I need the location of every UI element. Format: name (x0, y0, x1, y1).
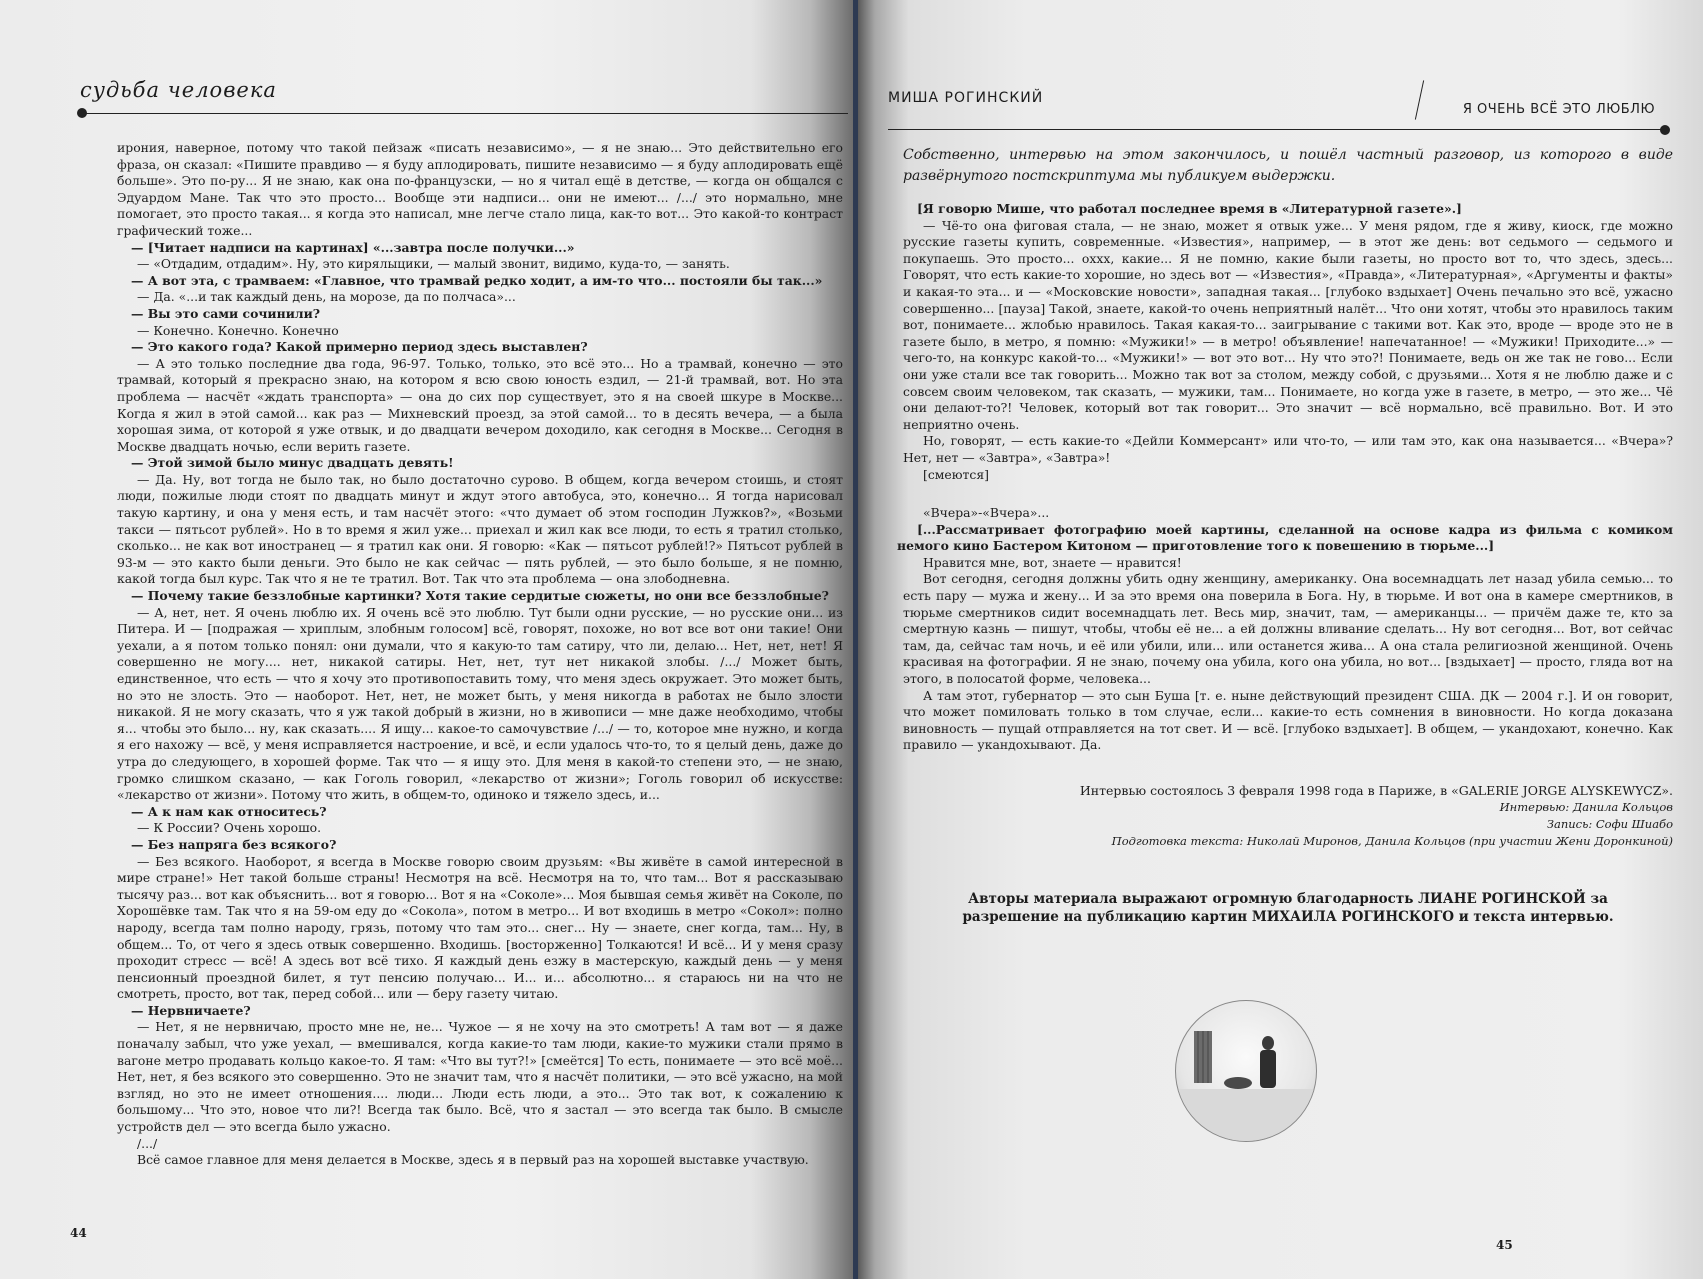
answer-paragraph: Но, говорят, — есть какие-то «Дейли Коммерсант» или что-то, — или там это, как она называется... «Вчера»? Нет, нет — «Завтра», «Завтра»! (903, 433, 1673, 465)
question-paragraph: [Я говорю Мише, что работал последнее время в «Литературной газете».] (917, 201, 1462, 216)
page-number-right: 45 (1496, 1238, 1513, 1252)
header-dot (1660, 125, 1670, 135)
question-paragraph: — [Читает надписи на картинах] «...завтра после получки...» (131, 239, 575, 255)
question-paragraph: — А вот эта, с трамваем: «Главное, что трамвай редко ходит, а им-то что... постояли бы так...» (131, 272, 823, 288)
question-paragraph: — Это какого года? Какой примерно период здесь выставлен? (131, 339, 588, 355)
credits (903, 782, 1673, 850)
page-number-left: 44 (70, 1226, 87, 1240)
question-paragraph: — Вы это сами сочинили? (131, 305, 321, 321)
section-header: судьба человека (80, 78, 277, 102)
right-article-text (897, 145, 1673, 926)
postscript-text (897, 201, 1673, 754)
answer-paragraph: А там этот, губернатор — это сын Буша [т. е. ныне действующий президент США. ДК — 2004 г.]. И он говорит, что может помиловать только в том случае, если... какие-то есть сомнения в виновности. Но когда доказана виновность — пущай отправляется на тот свет. И — всё. [глубоко вздыхает]. В общем, — укандохают, конечно. Как правило — укандохывают. Да. (903, 687, 1673, 753)
answer-paragraph: — А это только последние два года, 96-97. Только, только, это всё это... Но а трамвай, конечно — это трамвай, который я прекрасно знаю, на котором я всю свою юность ездил, — 21-й трамвай, вот. Но эта проблема — насчёт «ждать транспорта» — она до сих пор существует, это я на своей шкуре в Москве... Когда я жил в этой самой... как раз — Михневский проезд, за этой самой... то в десять вечера, — а была хорошая зима, от которой я уже отвык, и до двадцати вечером доходило, как сегодня в Москве... Сегодня в Москве двадцать ночью, если верить газете. (117, 355, 843, 454)
answer-paragraph: «Вчера»-«Вчера»... (923, 505, 1050, 521)
answer-paragraph: — Без всякого. Наоборот, я всегда в Москве говорю своим друзьям: «Вы живёте в самой интересной в мире стране!» Нет такой больше страны! Несмотря на всё. Несмотря на то, что там... Вот я рассказываю тысячу раз... вот как объяснить... вот я говорю... Вот я на «Соколе»... Моя бывшая семья живёт на Соколе, по Хорошёвке там. Так что я на 59-ом еду до «Сокола», потом в метро... И вот входишь в метро «Сокол»: полно народу, всегда там полно народу, грязь, потому что там это... снег... Ну — знаете, снег когда, там... Ну, в общем... То, от чего я здесь отвык совершенно. Входишь. [восторженно] Толкаются! И всё... И у меня сразу проходит стресс — всё! А здесь вот всё тихо. Я каждый день езжу в мастерскую, каждый день — у меня пенсионный проездной билет, я тут пенсию получаю... И... и... абсолютно... я стараюсь ни на что не смотреть, просто, вот так, перед собой... или — беру газету читаю. (117, 853, 843, 1002)
question-paragraph: — Этой зимой было минус двадцать девять! (131, 455, 454, 471)
credits-interview: Интервью: Данила Кольцов (1499, 800, 1673, 814)
painting-photo (1175, 1000, 1317, 1142)
answer-paragraph: — Конечно. Конечно. Конечно (137, 322, 339, 338)
credits-line: Интервью состоялось 3 февраля 1998 года в Париже, в «GALERIE JORGE ALYSKEWYCZ». (1079, 783, 1673, 798)
answer-paragraph: — «Отдадим, отдадим». Ну, это кирялыцики, — малый звонит, видимо, куда-то, — занять. (137, 256, 730, 272)
header-slash (1415, 80, 1424, 119)
header-rule (80, 113, 848, 114)
answer-paragraph: — А, нет, нет. Я очень люблю их. Я очень всё это люблю. Тут были одни русские, — но русские они... из Питера. И — [подражая — хриплым, злобным голосом] всё, говорят, похоже, но вот все вот они такие! Они уехали, а я потом только понял: они думали, что я какую-то там сатиру, что ли, делаю... Нет, нет, нет! Я совершенно не могу.... нет, никакой сатиры. Нет, нет, тут нет никакой злобы. /.../ Может быть, единственное, что есть — что я хочу это противопоставить тому, что меня здесь окружает. Это может быть, но это не злость. Это — наоборот. Нет, нет, не может быть, у меня никогда в работах не было злости никакой. Я не могу сказать, что я уж такой добрый в жизни, но в живописи — мне даже необходимо, чтобы я... чтобы это было... ну, как сказать.... Я ищу... какое-то самочувствие /.../ — то, которое мне нужно, и когда я его нахожу — всё, у меня исправляется настроение, и всё, и если удалось что-то, то я целый день, даже до утра до следующего, в хорошей форме. Так что — я ищу это. Для меня в какой-то степени это, — не знаю, громко слишком сказано, — как Гоголь говорил, «лекарство от жизни»; Гоголь говорил об искусстве: «лекарство от жизни». Потому что жить, в общем-то, одиноко и тяжело здесь, и... (117, 604, 843, 803)
answer-paragraph: ирония, наверное, потому что такой пейзаж «писать независимо», — я не знаю... Это действительно его фраза, он сказал: «Пишите правдиво — я буду аплодировать, пишите независимо — я буду аплодировать ещё больше». Это по-ру... Я не знаю, как она по-французски, — но я читал ещё в детстве, — когда он общался с Эдуардом Мане. Так что это просто... Вообще эти надписи... они не имеют... /.../ это нормально, мне помогает, это просто такая... я когда это написал, мне легче стало лица, как-то вот... Это какой-то контраст графический тоже... (117, 140, 843, 238)
question-paragraph: — А к нам как относитесь? (131, 803, 327, 819)
answer-paragraph: /.../ (137, 1135, 158, 1151)
question-paragraph: [...Рассматривает фотографию моей картины, сделанной на основе кадра из фильма с комиком немого кино Бастером Китоном — приготовление того к повешению в тюрьме...] (897, 521, 1673, 554)
answer-paragraph: Всё самое главное для меня делается в Москве, здесь я в первый раз на хорошей выставке участвую. (137, 1152, 809, 1168)
answer-paragraph: — Да. «...и так каждый день, на морозе, да по полчаса»... (137, 289, 516, 305)
left-article-text (117, 140, 843, 1169)
question-paragraph: — Нервничаете? (131, 1002, 251, 1018)
right-page (858, 0, 1703, 1279)
acknowledgement: Авторы материала выражают огромную благодарность ЛИАНЕ РОГИНСКОЙ за разрешение на публикацию картин МИХАИЛА РОГИНСКОГО и текста интервью. (962, 891, 1614, 925)
article-author: МИША РОГИНСКИЙ (888, 90, 1044, 106)
answer-paragraph: — К России? Очень хорошо. (137, 820, 322, 836)
answer-paragraph: — Да. Ну, вот тогда не было так, но было достаточно сурово. В общем, когда вечером стоишь, и стоят люди, пожилые люди стоят по двадцать минут и ждут этого автобуса, это, конечно... Я тогда нарисовал такую картину, и она у меня есть, и там насчёт этого: «что думает об этом господин Лужков?», «Возьми такси — пятьсот рублей». Но в то время я жил уже... приехал и жил как все люди, то есть я тратил столько, сколько... не как вот иностранец — я тратил как они. Я говорю: «Как — пятьсот рублей!?» Пятьсот рублей в 93-м — это както были деньги. Это было не как сейчас — пять рублей, — это было больше, я не помню, какой тогда был курс. Так что я не те тратил. Вот. Так что эта проблема — она злободневна. (117, 471, 843, 587)
credits-preparation: Подготовка текста: Николай Миронов, Данила Кольцов (при участии Жени Доронкиной) (1111, 834, 1673, 848)
question-paragraph: — Без напряга без всякого? (131, 836, 337, 852)
credits-recording: Запись: Софи Шиабо (1546, 817, 1673, 831)
answer-paragraph: — Чё-то она фиговая стала, — не знаю, может я отвык уже... У меня рядом, где я живу, киоск, где можно русские газеты купить, современные. «Известия», например, — в этот же день: вот седьмого — седьмого и покупаешь. Это просто... оххх, какие... Я не помню, какие были газеты, но просто вот то, что здесь, здесь... Говорят, что есть какие-то хорошие, но здесь вот — «Известия», «Правда», «Литературная», «Аргументы и факты» и какая-то эта... и — «Московские новости», западная такая... [глубоко вздыхает] Очень печально это всё, ужасно совершенно... [пауза] Такой, знаете, какой-то очень неприятный налёт... Что они хотят, чтобы это нравилось таким вот, понимаете... жлобью нравилось. Такая какая-то... заигрывание с такими вот. Как это, вроде — вроде это не в газете было, в метро, я помню: «Мужики!» — в метро! объявление! напечатанное! — «Мужики! Приходите...» — чего-то, на конкурс какой-то... «Мужики!» — вот это вот... Ну что это?! Понимаете, ведь он же так не гово... Если они уже стали все так говорить... Можно так вот за столом, между собой, с друзьями... Хотя я не люблю даже и с совсем своим человеком, так сказать, — мужики, там... Понимаете, но когда уже в газете, в метро, — это же... Чё они делают-то?! Человек, который вот так говорит... Это значит — всё нормально, всё правильно. Вот. И это неприятно очень. (903, 217, 1673, 432)
answer-paragraph: Вот сегодня, сегодня должны убить одну женщину, американку. Она восемнадцать лет назад убила семью... то есть пару — мужа и жену... И за это время она поверила в Бога. Ну, в тюрьме. И вот она в камере смертников, в тюрьме смертников сидит восемнадцать лет. Весь мир, значит, там, — американцы... — причём даже те, кто за смертную казнь — пишут, чтобы, чтобы её не... а ей должны вливание сделать... Ну вот сегодня... Вот, вот сейчас там, да, сейчас там ночь, и её или убили, или... или останется жива... А она стала религиозной женщиной. Очень красивая на фотографии. Я не знаю, почему она убила, кого она убила, но вот... [вздыхает] — просто, гляда вот на этого, в полосатой форме, человека... (903, 571, 1673, 687)
answer-paragraph: [смеются] (923, 466, 989, 482)
question-paragraph: — Почему такие беззлобные картинки? Хотя такие сердитые сюжеты, но они все беззлобные? (131, 588, 829, 604)
header-rule (888, 129, 1664, 130)
article-title: Я ОЧЕНЬ ВСЁ ЭТО ЛЮБЛЮ (1462, 102, 1655, 117)
lead-paragraph: Собственно, интервью на этом закончилось, и пошёл частный разговор, из которого в виде развёрнутого постскриптума мы публикуем выдержки. (903, 147, 1673, 184)
answer-paragraph: Нравится мне, вот, знаете — нравится! (923, 554, 1182, 570)
answer-paragraph: — Нет, я не нервничаю, просто мне не, не... Чужое — я не хочу на это смотреть! А там вот — я даже поначалу забыл, что уже уехал, — вмешивался, когда какие-то там люди, какие-то мужики стали прямо в вагоне метро продавать кольцо какое-то. Я там: «Что вы тут?!» [смеётся] То есть, понимаете — это всё моё... Нет, нет, я без всякого это совершенно. Это не значит там, что я насчёт политики, — это всё ужасно, на мой взгляд, но это не имеет отношения.... люди... Люди есть люди, а это... Это так вот, к сожалению к большому... Что это, новое что ли?! Всегда так было. Всё, что я застал — это всегда так было. В смысле устройств дел — это всегда было ужасно. (117, 1019, 843, 1135)
